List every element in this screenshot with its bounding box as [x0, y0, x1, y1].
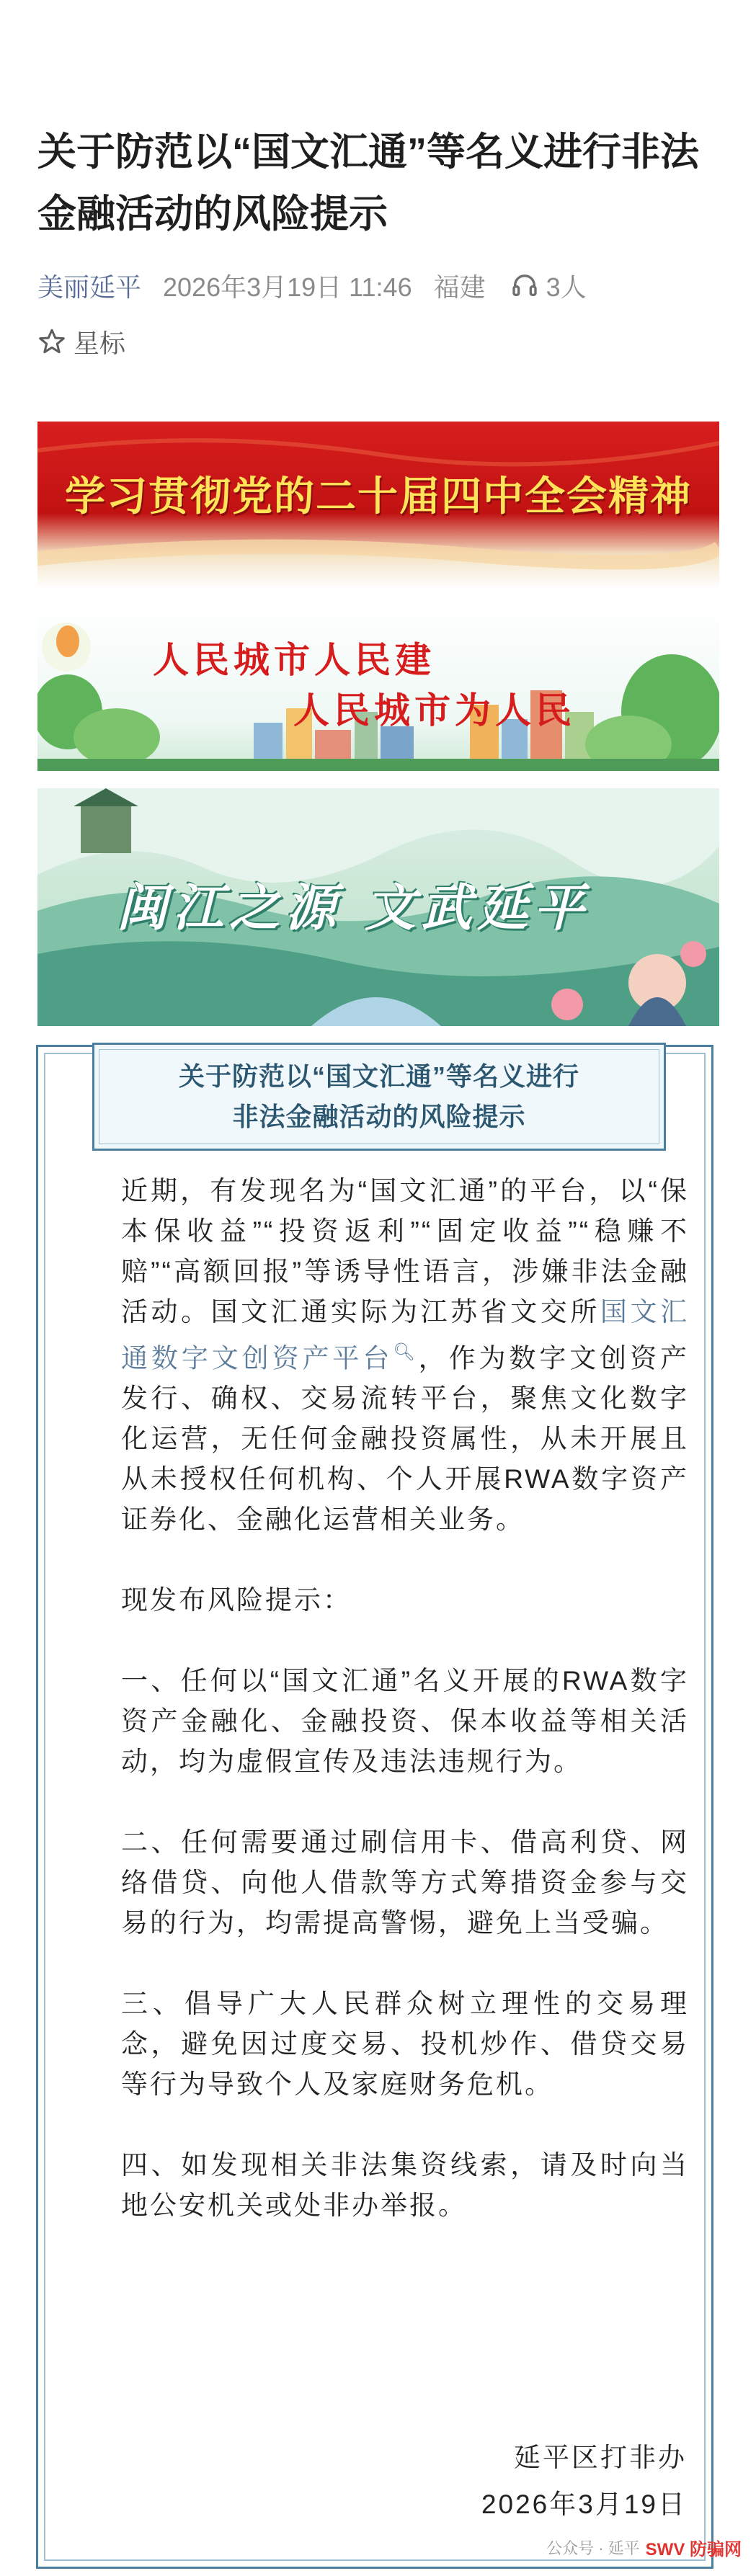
listener-count: 3人	[546, 272, 587, 302]
watermark-logo: SWV 防骗网	[645, 2540, 742, 2559]
notice-intro: 现发布风险提示：	[121, 1585, 352, 1615]
notice-body	[65, 1171, 689, 2266]
notice-paragraph-1	[65, 1171, 689, 1540]
banner-yanping	[37, 788, 719, 1026]
signature-organization: 延平区打非办	[514, 2443, 687, 2472]
banner-people-city	[37, 604, 719, 771]
banner-party-spirit	[37, 422, 719, 589]
signature-date: 2026年3月19日	[481, 2490, 687, 2519]
publish-location: 福建	[433, 272, 486, 302]
account-name-link[interactable]: 美丽延平	[37, 272, 142, 302]
star-label: 星标	[74, 328, 126, 358]
notice-item-3: 三、倡导广大人民群众树立理性的交易理念，避免因过度交易、投机炒作、借贷交易等行为导致个人及家庭财务危机。	[121, 1989, 689, 2100]
notice-item-4: 四、如发现相关非法集资线索，请及时向当地公安机关或处非办举报。	[121, 2150, 689, 2221]
notice-item-1: 一、任何以“国文汇通”名义开展的RWA数字资产金融化、金融投资、保本收益等相关活动，均为虚假宣传及违法违规行为。	[121, 1666, 689, 1777]
paragraph-1-text-a: 近期，有发现名为“国文汇通”的平台，以“保本保收益”“投资返利”“固定收益”“稳赚不赔”“高额回报”等诱导性语言，涉嫌非法金融活动。国文汇通实际为江苏省文交所	[121, 1176, 689, 1327]
article-title: 关于防范以“国文汇通”等名义进行非法金融活动的风险提示	[37, 130, 699, 236]
notice-item-2: 二、任何需要通过刷信用卡、借高利贷、网络借贷、向他人借款等方式筹措资金参与交易的行为，均需提高警惕，避免上当受骗。	[121, 1827, 689, 1938]
notice-heading-line-2: 非法金融活动的风险提示	[232, 1102, 526, 1131]
notice-heading-box	[92, 1043, 666, 1151]
platform-search-link[interactable]: 国文汇通数字文创资产平台	[121, 1297, 690, 1373]
publish-date: 2026年3月19日 11:46	[163, 272, 412, 302]
watermark-text: 公众号 · 延平	[546, 2539, 640, 2557]
article-meta	[37, 265, 587, 306]
banner-2-slogan-2: 人民城市为人民	[293, 689, 576, 731]
star-button[interactable]	[37, 321, 125, 362]
banner-2-slogan-1: 人民城市人民建	[153, 638, 435, 681]
notice-heading-line-1: 关于防范以“国文汇通”等名义进行	[178, 1061, 579, 1091]
search-icon[interactable]: 🔍︎	[393, 1342, 419, 1362]
banner-1-slogan: 学习贯彻党的二十届四中全会精神	[65, 473, 692, 520]
star-outline-icon	[37, 327, 66, 356]
paragraph-1-text-b: ，作为数字文创资产发行、确权、交易流转平台，聚焦文化数字化运营，无任何金融投资属性，从未开展且从未授权任何机构、个人开展RWA数字资产证券化、金融化运营相关业务。	[121, 1343, 690, 1535]
headphones-icon[interactable]	[510, 271, 539, 300]
watermark	[546, 2535, 742, 2560]
banner-3-slogan: 闽江之源 文武延平	[117, 878, 590, 937]
